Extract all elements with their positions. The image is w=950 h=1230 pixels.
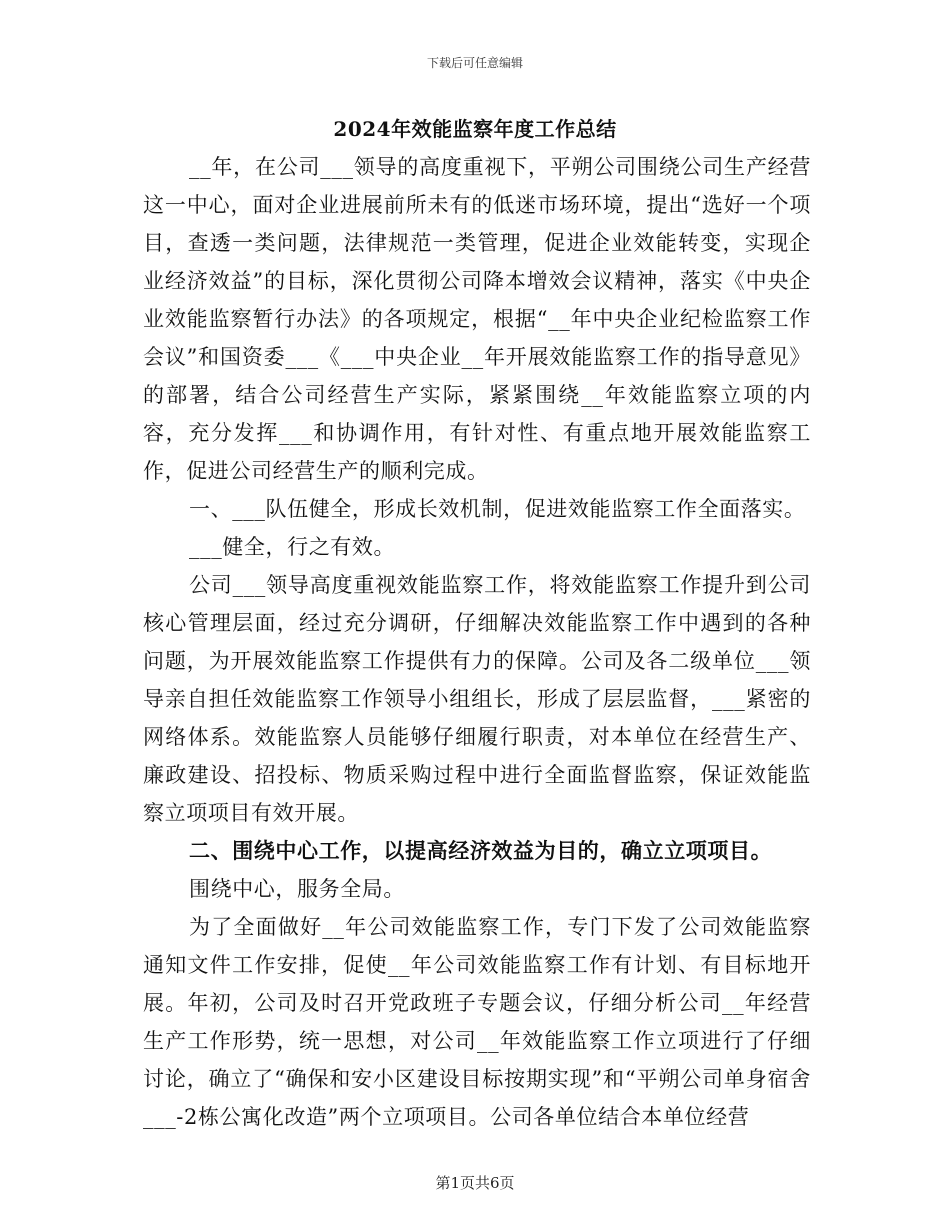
section-two-heading: 二、围绕中心工作，以提高经济效益为目的，确立立项项目。 — [189, 838, 773, 863]
document-title: 2024年效能监察年度工作总结 — [333, 117, 617, 141]
intro-paragraph: __年，在公司___领导的高度重视下，平朔公司围绕公司生产经营这一中心，面对企业进展前所未有的低迷市场环境，提出“选好一个项目，查透一类问题，法律规范一类管理，促进企业效能转变，实现企业经济效益”的目标，深化贯彻公司降本增效会议精神，落实《中央企业效能监察暂行办法》的各项规定，根据“__年中央企业纪检监察工作会议”和国资委___《___中央企业__年开展效能监察工作的指导意见》的部署，结合公司经营生产实际，紧紧围绕__年效能监察立项的内容，充分发挥___和协调作用，有针对性、有重点地开展效能监察工作，促进公司经营生产的顺利完成。 — [143, 155, 811, 483]
section-one-paragraph: 公司___领导高度重视效能监察工作，将效能监察工作提升到公司核心管理层面，经过充分调研，仔细解决效能监察工作中遇到的各种问题，为开展效能监察工作提供有力的保障。公司及各二级单位___领导亲自担任效能监察工作领导小组组长，形成了层层监督，___紧密的网络体系。效能监察人员能够仔细履行职责，对本单位在经营生产、廉政建设、招投标、物质采购过程中进行全面监督监察，保证效能监察立项项目有效开展。 — [143, 573, 811, 825]
section-two-subheading: 围绕中心，服务全局。 — [189, 877, 405, 901]
section-two-paragraph: 为了全面做好__年公司效能监察工作，专门下发了公司效能监察通知文件工作安排，促使__年公司效能监察工作有计划、有目标地开展。年初，公司及时召开党政班子专题会议，仔细分析公司__年经营生产工作形势，统一思想，对公司__年效能监察工作立项进行了仔细讨论，确立了“确保和安小区建设目标按期实现”和“平朔公司单身宿舍___-2栋公寓化改造”两个立项项目。公司各单位结合本单位经营 — [143, 915, 811, 1129]
section-one-heading: 一、___队伍健全，形成长效机制，促进效能监察工作全面落实。 — [189, 497, 806, 521]
page-number-footer: 第1页共6页 — [435, 1174, 515, 1192]
page-header-note: 下载后可任意编辑 — [426, 56, 523, 70]
document-body — [143, 148, 811, 1136]
section-one-subheading: ___健全，行之有效。 — [189, 535, 396, 559]
